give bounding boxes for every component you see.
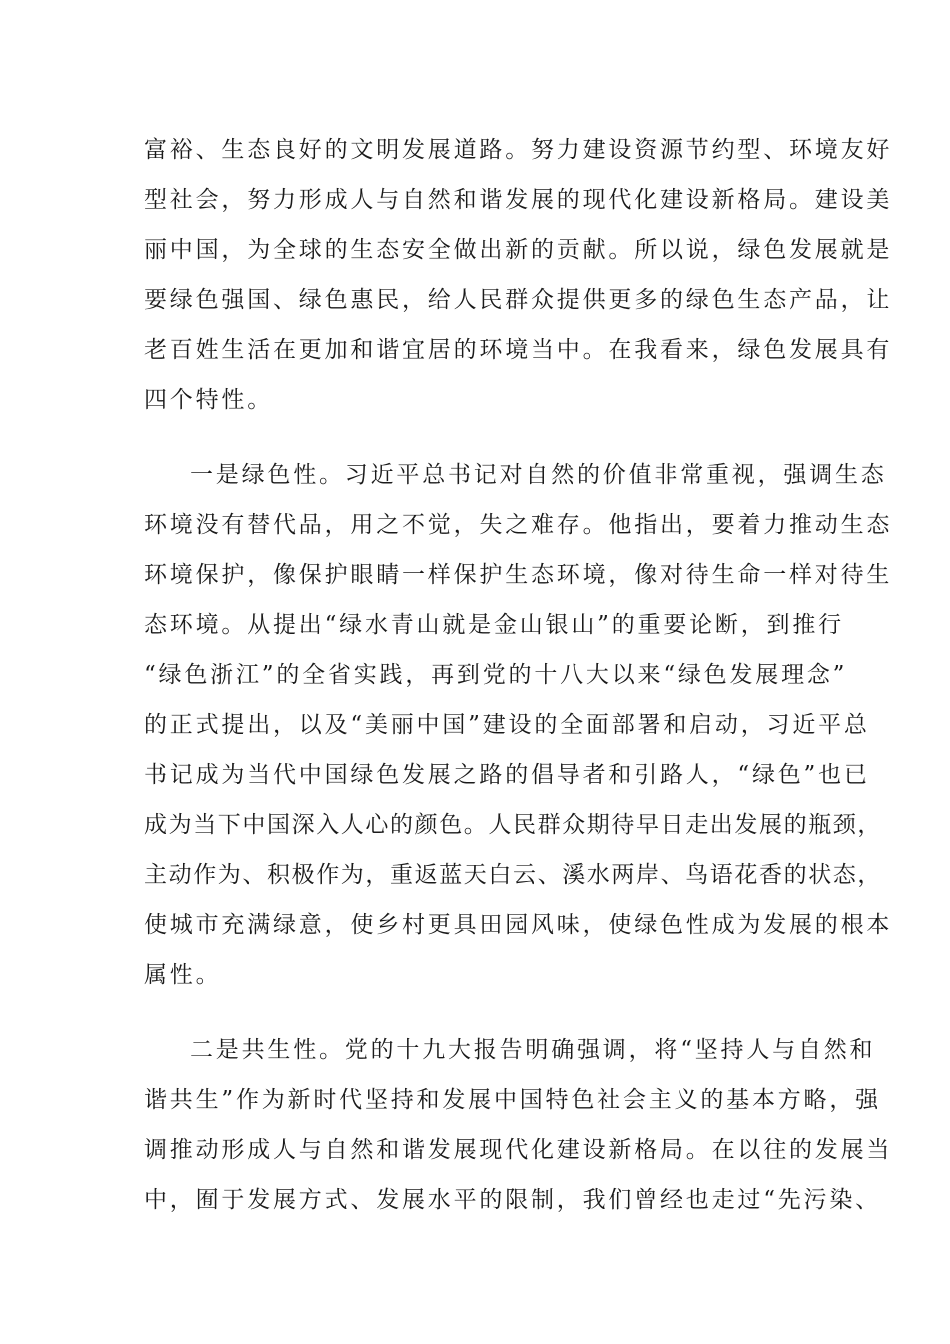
text-line: 成为当下中国深入人心的颜色。人民群众期待早日走出发展的瓶颈， xyxy=(144,812,882,838)
text-line: 富裕、生态良好的文明发展道路。努力建设资源节约型、环境友好 xyxy=(144,137,893,163)
text-line: 四个特性。 xyxy=(144,387,273,413)
text-line: 态环境。从提出“绿水青山就是金山银山”的重要论断，到推行 xyxy=(144,612,844,638)
text-line: 主动作为、积极作为，重返蓝天白云、溪水两岸、鸟语花香的状态， xyxy=(144,862,882,888)
text-line: 环境保护，像保护眼睛一样保护生态环境，像对待生命一样对待生 xyxy=(144,562,893,588)
text-line: 型社会，努力形成人与自然和谐发展的现代化建设新格局。建设美 xyxy=(144,187,893,213)
paragraph-first-line: 二是共生性。党的十九大报告明确强调，将“坚持人与自然和 xyxy=(190,1037,876,1063)
text-line: 丽中国，为全球的生态安全做出新的贡献。所以说，绿色发展就是 xyxy=(144,237,893,263)
text-line: “绿色浙江”的全省实践，再到党的十八大以来“绿色发展理念” xyxy=(144,662,848,688)
text-line: 中，囿于发展方式、发展水平的限制，我们曾经也走过“先污染、 xyxy=(144,1187,881,1213)
text-line: 属性。 xyxy=(144,962,222,988)
text-line: 书记成为当代中国绿色发展之路的倡导者和引路人，“绿色”也已 xyxy=(144,762,870,788)
text-line: 使城市充满绿意，使乡村更具田园风味，使绿色性成为发展的根本 xyxy=(144,912,893,938)
text-line: 的正式提出，以及“美丽中国”建设的全面部署和启动，习近平总 xyxy=(144,712,870,738)
text-line: 老百姓生活在更加和谐宜居的环境当中。在我看来，绿色发展具有 xyxy=(144,337,893,363)
text-line: 调推动形成人与自然和谐发展现代化建设新格局。在以往的发展当 xyxy=(144,1137,893,1163)
text-line: 要绿色强国、绿色惠民，给人民群众提供更多的绿色生态产品，让 xyxy=(144,287,893,313)
paragraph-first-line: 一是绿色性。习近平总书记对自然的价值非常重视，强调生态 xyxy=(190,462,887,488)
text-line: 谐共生”作为新时代坚持和发展中国特色社会主义的基本方略，强 xyxy=(144,1087,881,1113)
text-line: 环境没有替代品，用之不觉，失之难存。他指出，要着力推动生态 xyxy=(144,512,893,538)
